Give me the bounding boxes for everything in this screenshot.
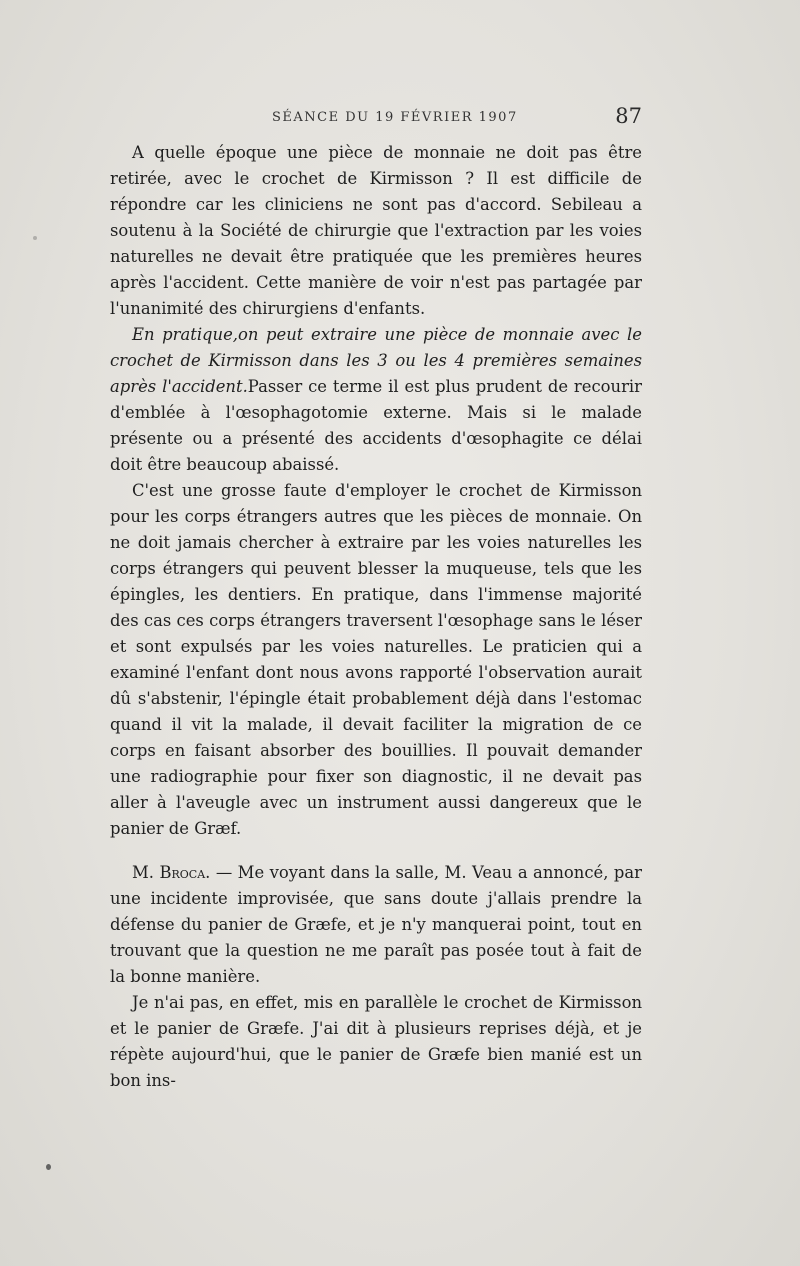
scan-speck xyxy=(33,236,37,240)
paragraph-5-text: Je n'ai pas, en effet, mis en parallèle le crochet de Kirmisson et le panier de Græfe. J'ai dit à plusieurs reprises déjà, et je répète aujourd'hui, que le panier de Græfe bien manié est un bon ins- xyxy=(110,993,642,1090)
paragraph-3-text: C'est une grosse faute d'employer le crochet de Kirmisson pour les corps étrangers autres que les pièces de monnaie. On ne doit jamais chercher à extraire par les voies naturelles les corps étrangers qui peuvent blesser la muqueuse, tels que les épingles, les dentiers. En pratique, dans l'immense majorité des cas ces corps étrangers traversent l'œsophage sans le léser et sont expulsés par les voies naturelles. Le praticien qui a examiné l'enfant dont nous avons rapporté l'observation aurait dû s'abstenir, l'épingle était probablement déjà dans l'estomac quand il vit la malade, il devait faciliter la migration de ce corps en faisant absorber des bouillies. Il pouvait demander une radiographie pour fixer son diagnostic, il ne devait pas aller à l'aveugle avec un instrument aussi dangereux que le panier de Græf. xyxy=(110,481,642,838)
paragraph-2-text: Passer ce terme il est plus prudent de recourir d'emblée à l'œsophagotomie externe. Mais si le malade présente ou a présenté des accidents d'œsophagite ce délai doit être beaucoup abaissé. xyxy=(110,377,642,474)
paragraph-2 xyxy=(110,322,642,478)
page-number: 87 xyxy=(615,104,642,128)
paragraph-4 xyxy=(110,860,642,990)
body-text xyxy=(110,140,642,1094)
speaker-name: M. Broca. xyxy=(132,863,211,882)
running-head: SÉANCE DU 19 FÉVRIER 1907 xyxy=(272,110,518,125)
paragraph-1 xyxy=(110,140,642,322)
page-header xyxy=(110,104,642,130)
paragraph-1-text: A quelle époque une pièce de monnaie ne doit pas être retirée, avec le crochet de Kirmisson ? Il est difficile de répondre car les cliniciens ne sont pas d'accord. Sebileau a soutenu à la Société de chirurgie que l'extraction par les voies naturelles ne devait être pratiquée que les premières heures après l'accident. Cette manière de voir n'est pas partagée par l'unanimité des chirurgiens d'enfants. xyxy=(110,143,642,318)
paragraph-3 xyxy=(110,478,642,842)
paragraph-5 xyxy=(110,990,642,1094)
paragraph-4-text: — Me voyant dans la salle, M. Veau a annoncé, par une incidente improvisée, que sans doute j'allais prendre la défense du panier de Græfe, et je n'y manquerai point, tout en trouvant que la question ne me paraît pas posée tout à fait de la bonne manière. xyxy=(110,863,643,986)
italic-statement: En pratique,on peut extraire une pièce de monnaie avec le crochet de Kirmisson dans les 3 ou les 4 premières semaines après l'accident. xyxy=(110,325,642,396)
scan-speck xyxy=(46,1164,51,1170)
